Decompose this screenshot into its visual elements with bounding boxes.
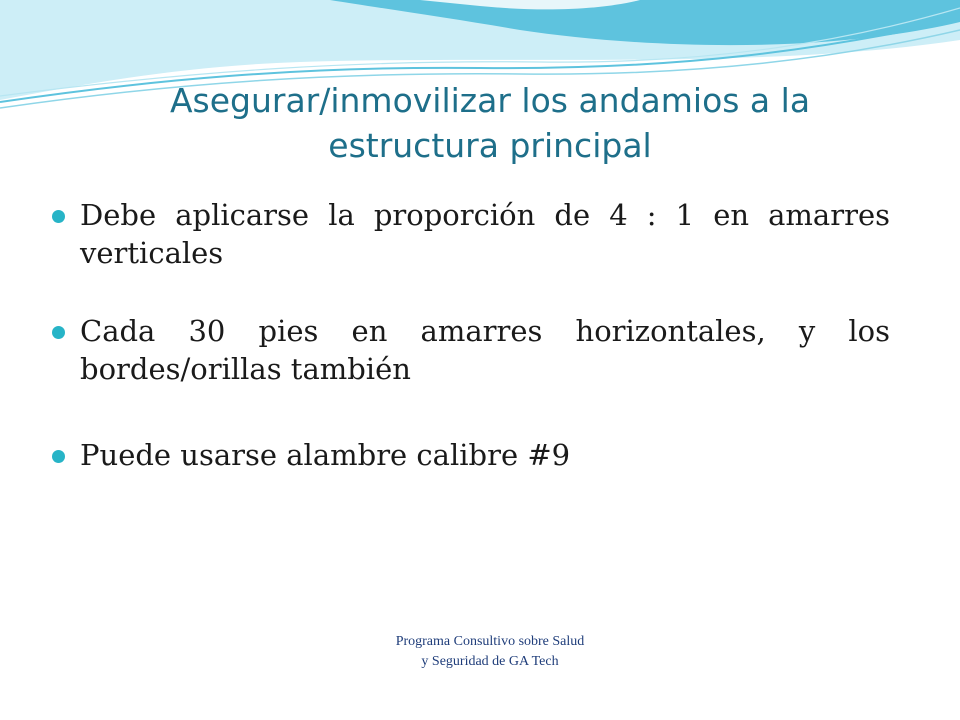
bullet-item <box>50 196 890 272</box>
bullet-list <box>50 196 890 474</box>
footer-line-1: Programa Consultivo sobre Salud <box>395 634 585 649</box>
slide-footer <box>330 632 650 672</box>
footer-line-2: y Seguridad de GA Tech <box>421 654 559 669</box>
bullet-text: Puede usarse alambre calibre #9 <box>80 438 571 472</box>
bullet-item <box>50 312 890 388</box>
bullet-text: Debe aplicarse la proporción de 4 : 1 en amarres verticales <box>80 198 890 270</box>
bullet-text: Cada 30 pies en amarres horizontales, y los bordes/orillas también <box>80 314 890 386</box>
bullet-dot-icon <box>52 326 65 339</box>
bullet-dot-icon <box>52 450 65 463</box>
bullet-item <box>50 436 890 474</box>
bullet-dot-icon <box>52 210 65 223</box>
slide-title <box>60 78 920 168</box>
slide-title-line-2: estructura principal <box>328 126 652 165</box>
slide-title-line-1: Asegurar/inmovilizar los andamios a la <box>169 81 811 120</box>
